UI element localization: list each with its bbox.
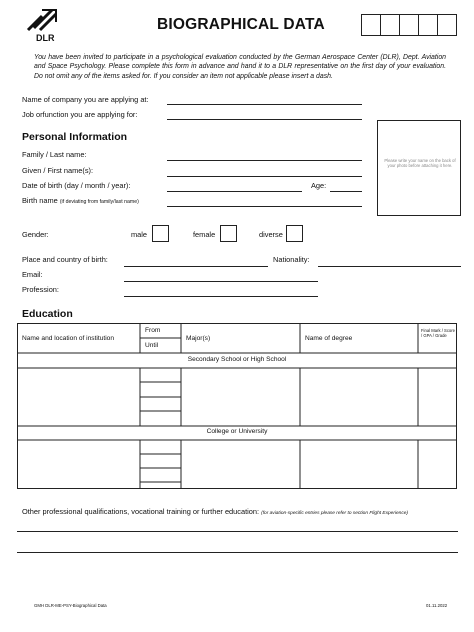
col-from: From xyxy=(145,327,161,334)
col-until: Until xyxy=(145,342,159,349)
profession-label: Profession: xyxy=(22,285,59,294)
dob-line[interactable] xyxy=(167,191,302,192)
id-box[interactable] xyxy=(418,14,438,36)
dlr-logo-icon xyxy=(22,8,62,32)
email-line[interactable] xyxy=(124,281,318,282)
female-label: female xyxy=(193,230,216,239)
job-label: Job orfunction you are applying for: xyxy=(22,110,138,119)
footer-right: 01.11.2022 xyxy=(426,603,448,608)
other-label-text: Other professional qualifications, vocational training or further education: xyxy=(22,507,260,516)
job-line[interactable] xyxy=(167,119,362,120)
id-box[interactable] xyxy=(380,14,400,36)
photo-box[interactable] xyxy=(377,120,461,216)
nationality-label: Nationality: xyxy=(273,255,310,264)
age-line[interactable] xyxy=(330,191,362,192)
col-institution: Name and location of institution xyxy=(22,335,115,342)
family-line[interactable] xyxy=(167,160,362,161)
col-degree: Name of degree xyxy=(305,335,353,342)
col-mark: Final Mark / Score / GPA / Grade xyxy=(421,328,455,338)
birthname-label-text: Birth name xyxy=(22,196,58,205)
given-label: Given / First name(s): xyxy=(22,166,94,175)
female-checkbox[interactable] xyxy=(220,225,237,242)
male-checkbox[interactable] xyxy=(152,225,169,242)
diverse-checkbox[interactable] xyxy=(286,225,303,242)
id-box[interactable] xyxy=(399,14,419,36)
college-heading: College or University xyxy=(206,428,268,435)
birthplace-label: Place and country of birth: xyxy=(22,255,108,264)
other-line-1[interactable] xyxy=(17,531,458,532)
id-boxes xyxy=(361,14,461,36)
id-box[interactable] xyxy=(361,14,381,36)
footer-left: GMH DLR-ME-PSY-Biographical Data xyxy=(34,603,107,608)
birthname-note: (if deviating from family/last name) xyxy=(59,199,139,205)
nationality-line[interactable] xyxy=(318,266,461,267)
profession-line[interactable] xyxy=(124,296,318,297)
education-table xyxy=(17,323,457,489)
secondary-school-heading: Secondary School or High School xyxy=(187,356,287,363)
birthname-line[interactable] xyxy=(167,206,362,207)
intro-text: You have been invited to participate in a psychological evaluation conducted by the German Aerospace Center (DLR), Dept. Aviation and Space Psychology. Please complete this form in advance and hand it to a DLR representative on the first day of your evaluation. Do not omit any of the items asked for. If you consider an item not applicable please insert a dash. xyxy=(34,54,446,80)
birthplace-line[interactable] xyxy=(124,266,268,267)
dob-label: Date of birth (day / month / year): xyxy=(22,181,131,190)
company-label: Name of company you are applying at: xyxy=(22,95,149,104)
age-label: Age: xyxy=(311,181,327,190)
diverse-label: diverse xyxy=(259,230,283,239)
logo-text: DLR xyxy=(36,33,55,43)
photo-instructions: Please write your name on the back of your photo before attaching it here. xyxy=(384,158,456,168)
male-label: male xyxy=(131,230,148,239)
gender-label: Gender: xyxy=(22,230,49,239)
birthname-label xyxy=(22,197,139,205)
id-box[interactable] xyxy=(437,14,457,36)
col-majors: Major(s) xyxy=(186,335,211,342)
other-qualifications-label xyxy=(22,508,408,517)
dlr-logo xyxy=(22,8,62,46)
page-title: BIOGRAPHICAL DATA xyxy=(157,16,325,33)
company-line[interactable] xyxy=(167,104,362,105)
email-label: Email: xyxy=(22,270,43,279)
family-label: Family / Last name: xyxy=(22,150,87,159)
education-table-grid xyxy=(17,323,457,489)
education-heading: Education xyxy=(22,308,73,320)
other-line-2[interactable] xyxy=(17,552,458,553)
personal-heading: Personal Information xyxy=(22,131,128,143)
other-note: (for aviation-specific entries please refer to section Flight Experience) xyxy=(261,511,409,516)
given-line[interactable] xyxy=(167,176,362,177)
